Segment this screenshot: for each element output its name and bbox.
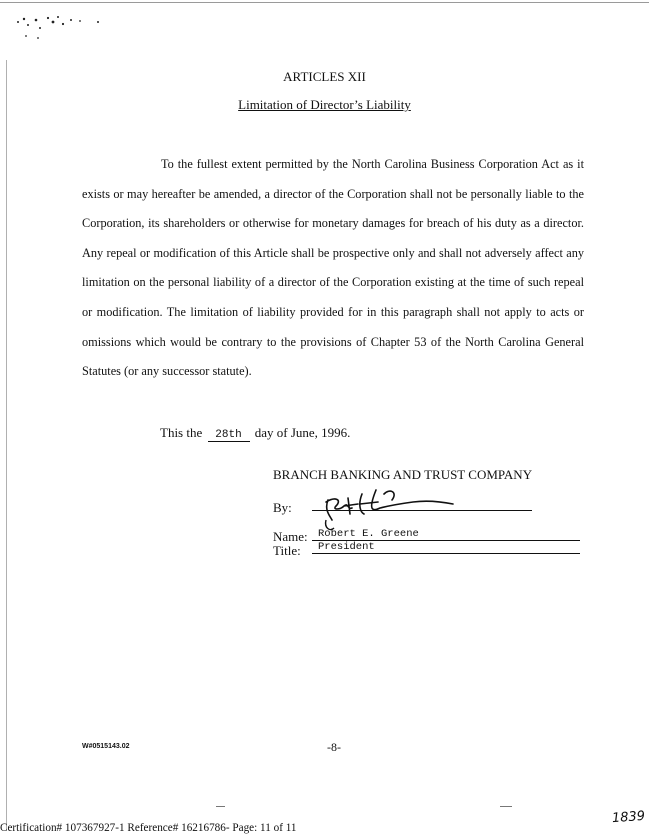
scan-mark [216, 806, 225, 807]
date-prefix: This the [160, 425, 203, 440]
handwritten-number: 1839 [611, 808, 646, 827]
article-title: ARTICLES XII [283, 69, 366, 84]
title-label: Title: [273, 543, 301, 558]
title-value: President [312, 541, 580, 554]
company-name: BRANCH BANKING AND TRUST COMPANY [273, 467, 533, 482]
scan-left-border [6, 60, 7, 830]
date-day-field: 28th [208, 429, 250, 442]
scan-top-border [0, 2, 649, 3]
scan-noise-specks [14, 14, 104, 44]
page-number: -8- [327, 740, 341, 754]
name-label: Name: [273, 529, 308, 544]
name-value: Robert E. Greene [312, 528, 580, 541]
article-body-paragraph: To the fullest extent permitted by the North Carolina Business Corporation Act as it exists or may hereafter be amended, a director of the Corporation shall not be personally liable to the Corporation, its shareholders or otherwise for monetary damages for breach of his duty as a director. Any repeal or modification of this Article shall be prospective only and shall not adversely affect any limitation on the personal liability of a director of the Corporation existing at the time of such repeal or modification. The limitation of liability provided for in this paragraph shall not apply to acts or omissions which would be contrary to the provisions of Chapter 53 of the North Carolina General Statutes (or any successor statute). [82, 157, 584, 379]
by-label: By: [273, 500, 292, 515]
document-number: W#0515143.02 [82, 743, 130, 750]
scan-mark [500, 806, 512, 807]
date-suffix: day of June, 1996. [254, 425, 351, 440]
article-subtitle: Limitation of Director’s Liability [238, 97, 411, 112]
certification-footer: Certification# 107367927-1 Reference# 16216786- Page: 11 of 11 [0, 822, 297, 834]
date-line [160, 425, 350, 442]
